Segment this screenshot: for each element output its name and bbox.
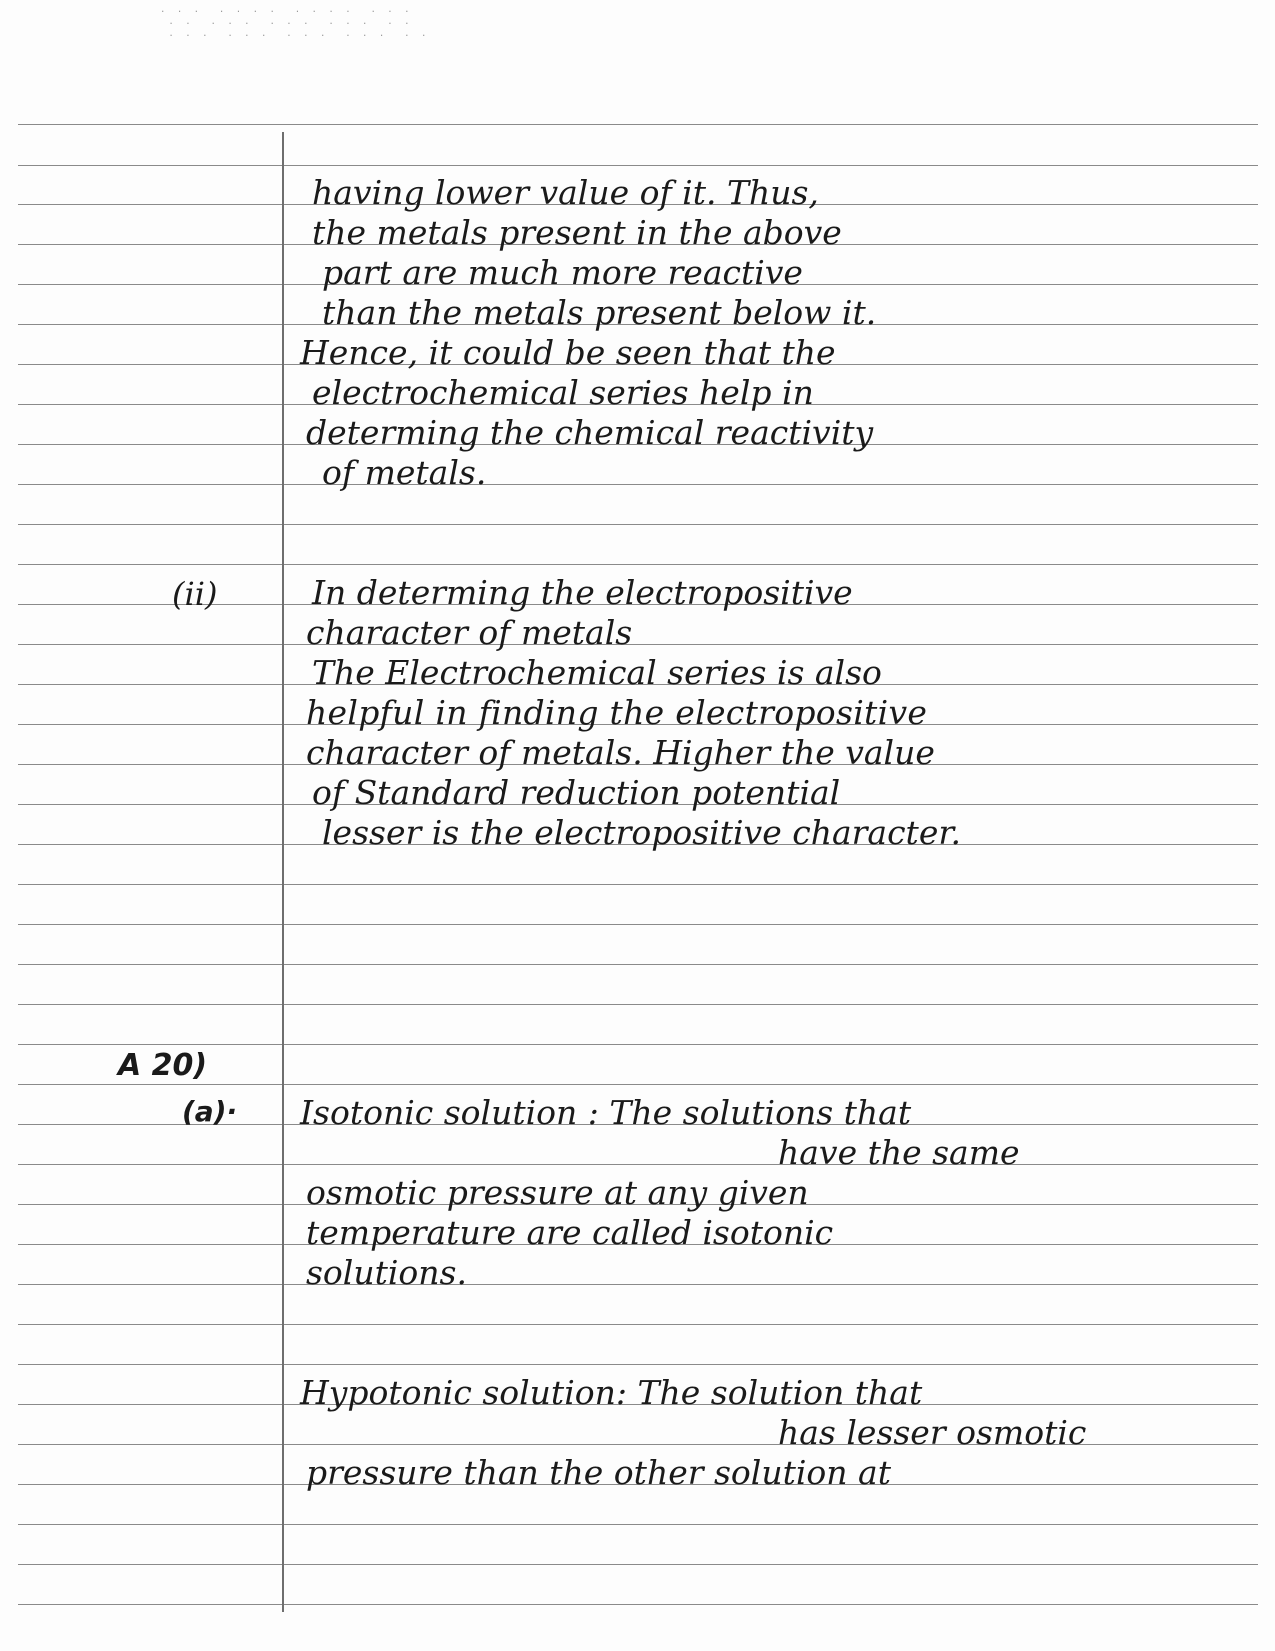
text-line: having lower value of it. Thus, [312, 173, 819, 212]
ruled-line [18, 165, 1258, 166]
text-line: of metals. [322, 453, 487, 492]
ruled-line [18, 1524, 1258, 1525]
perforation-dots: . . . . . . . . . . . . . . . . . . . . . . . . . . . . . . . . . . . . . . . . . [160, 5, 430, 39]
text-line: solutions. [306, 1253, 467, 1292]
margin-line [282, 132, 284, 1612]
text-line: than the metals present below it. [322, 293, 877, 332]
ruled-line [18, 964, 1258, 965]
ruled-line [18, 124, 1258, 125]
text-line: helpful in finding the electropositive [306, 693, 928, 732]
text-line: character of metals [306, 613, 633, 652]
text-line: Hence, it could be seen that the [300, 333, 836, 372]
ruled-line [18, 1164, 1258, 1165]
ruled-line [18, 644, 1258, 645]
ruled-line [18, 1004, 1258, 1005]
section-ii-label: (ii) [172, 575, 218, 613]
ruled-line [18, 1604, 1258, 1605]
ruled-line [18, 524, 1258, 525]
text-line: electrochemical series help in [312, 373, 814, 412]
text-line: Hypotonic solution: The solution that [300, 1373, 923, 1412]
text-line: In determing the electropositive [312, 573, 853, 612]
ruled-line [18, 1364, 1258, 1365]
ruled-line [18, 564, 1258, 565]
ruled-line [18, 1324, 1258, 1325]
text-line: character of metals. Higher the value [306, 733, 935, 772]
ruled-line [18, 1084, 1258, 1085]
text-line: lesser is the electropositive character. [322, 813, 961, 852]
ruled-line [18, 1564, 1258, 1565]
text-line: determing the chemical reactivity [306, 413, 874, 452]
text-line: of Standard reduction potential [312, 773, 841, 812]
ruled-line [18, 924, 1258, 925]
text-line: osmotic pressure at any given [306, 1173, 809, 1212]
ruled-line [18, 1044, 1258, 1045]
text-line: have the same [778, 1133, 1020, 1172]
text-line: part are much more reactive [322, 253, 803, 292]
ruled-line [18, 1284, 1258, 1285]
text-line: pressure than the other solution at [306, 1453, 891, 1492]
ruled-line [18, 484, 1258, 485]
part-a-label: (a)· [182, 1095, 238, 1128]
text-line: The Electrochemical series is also [312, 653, 882, 692]
text-line: temperature are called isotonic [306, 1213, 834, 1252]
text-line: has lesser osmotic [778, 1413, 1087, 1452]
answer-number-label: A 20) [118, 1048, 208, 1083]
ruled-line [18, 884, 1258, 885]
text-line: Isotonic solution : The solutions that [300, 1093, 912, 1132]
text-line: the metals present in the above [312, 213, 842, 252]
